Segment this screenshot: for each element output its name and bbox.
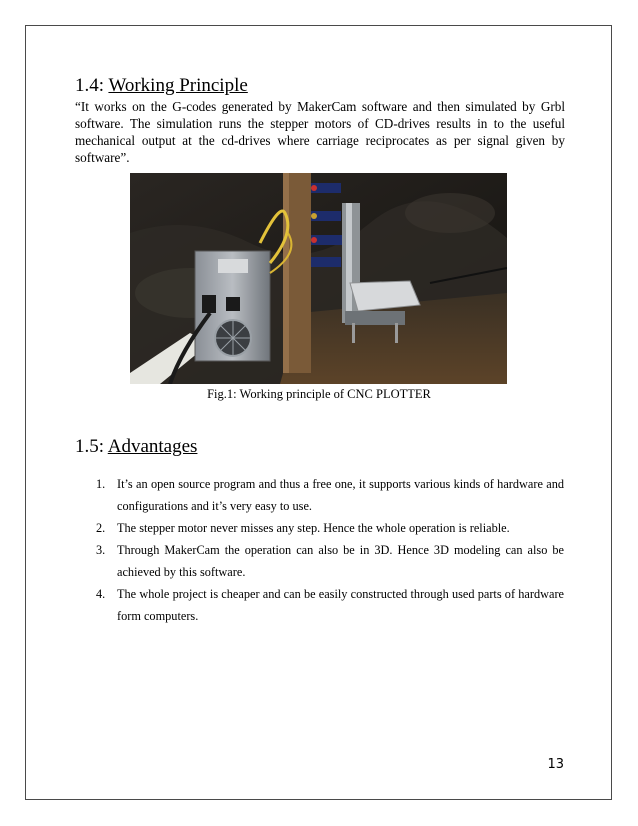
list-item [96, 473, 564, 517]
list-item [96, 583, 564, 627]
list-item-text: Through MakerCam the operation can also be in 3D. Hence 3D modeling can also be achieved by this software. [117, 543, 564, 579]
section-heading-working-principle [75, 75, 248, 97]
working-principle-paragraph: “It works on the G-codes generated by MakerCam software and then simulated by Grbl software. The simulation runs the stepper motors of CD-drives results in to the useful mechanical output at the cd-drives where carriage reciprocates as per signal given by software”. [75, 99, 565, 165]
list-item [96, 539, 564, 583]
section-title: Working Principle [108, 75, 248, 96]
list-item [96, 517, 564, 539]
list-item-text: The whole project is cheaper and can be easily constructed through used parts of hardware form computers. [117, 587, 564, 623]
section-number: 1.5: [75, 436, 108, 457]
list-item-number: 1. [96, 477, 106, 491]
figure-caption: Fig.1: Working principle of CNC PLOTTER [207, 387, 431, 401]
page-number: 13 [547, 757, 564, 772]
section-number: 1.4: [75, 75, 109, 96]
section-title: Advantages [107, 436, 198, 457]
list-item-number: 2. [96, 521, 106, 535]
list-item-text: It’s an open source program and thus a free one, it supports various kinds of hardware and configurations and it’s very easy to use. [117, 477, 564, 513]
list-item-text: The stepper motor never misses any step. Hence the whole operation is reliable. [117, 521, 510, 535]
cnc-plotter-photo [130, 173, 507, 384]
section-heading-advantages [75, 436, 197, 458]
list-item-number: 3. [96, 543, 106, 557]
list-item-number: 4. [96, 587, 106, 601]
advantages-list [96, 473, 564, 627]
